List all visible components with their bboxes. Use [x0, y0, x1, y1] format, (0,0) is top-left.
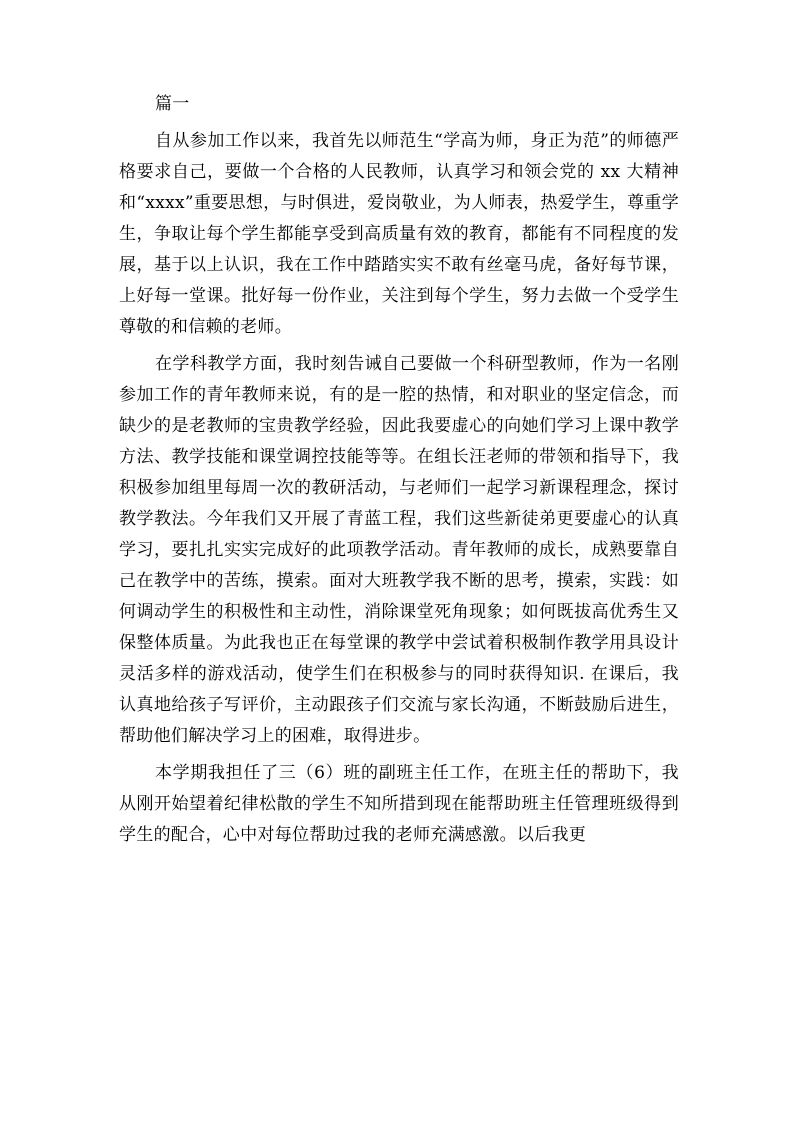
section-heading: 篇一 — [155, 94, 190, 114]
paragraph-work-attitude: 自从参加工作以来，我首先以师范生“学高为师，身正为范”的师德严格要求自己，要做一个合格的人民教师，认真学习和领会党的 xx 大精神和“xxxx”重要思想，与时俱进，爱岗敬业，为人师表，热爱学生，尊重学生，争取让每个学生都能享受到高质量有效的教育，都能有不同程度的发展，基于以上认识，我在工作中踏踏实实不敢有丝毫马虎，备好每节课，上好每一堂课。批好每一份作业，关注到每个学生，努力去做一个受学生尊敬的和信赖的老师。 — [119, 131, 679, 337]
paragraph-teaching: 在学科教学方面，我时刻告诫自己要做一个科研型教师，作为一名刚参加工作的青年教师来说，有的是一腔的热情，和对职业的坚定信念，而缺少的是老教师的宝贵教学经验，因此我要虚心的向她们学习上课中教学方法、教学技能和课堂调控技能等等。在组长汪老师的带领和指导下，我积极参加组里每周一次的教研活动，与老师们一起学习新课程理念，探讨教学教法。今年我们又开展了青蓝工程，我们这些新徒弟更要虚心的认真学习，要扎扎实实完成好的此项教学活动。青年教师的成长，成熟要靠自己在教学中的苦练，摸索。面对大班教学我不断的思考，摸索，实践：如何调动学生的积极性和主动性，消除课堂死角现象；如何既拔高优秀生又保整体质量。为此我也正在每堂课的教学中尝试着积极制作教学用具设计灵活多样的游戏活动，使学生们在积极参与的同时获得知识. 在课后，我认真地给孩子写评价，主动跟孩子们交流与家长沟通，不断鼓励后进生，帮助他们解决学习上的困难，取得进步。 — [119, 354, 679, 746]
document-body — [119, 89, 679, 857]
paragraph-class-management: 本学期我担任了三（6）班的副班主任工作，在班主任的帮助下，我从刚开始望着纪律松散的学生不知所措到现在能帮助班主任管理班级得到学生的配合，心中对每位帮助过我的老师充满感激。以后我更 — [119, 763, 679, 845]
